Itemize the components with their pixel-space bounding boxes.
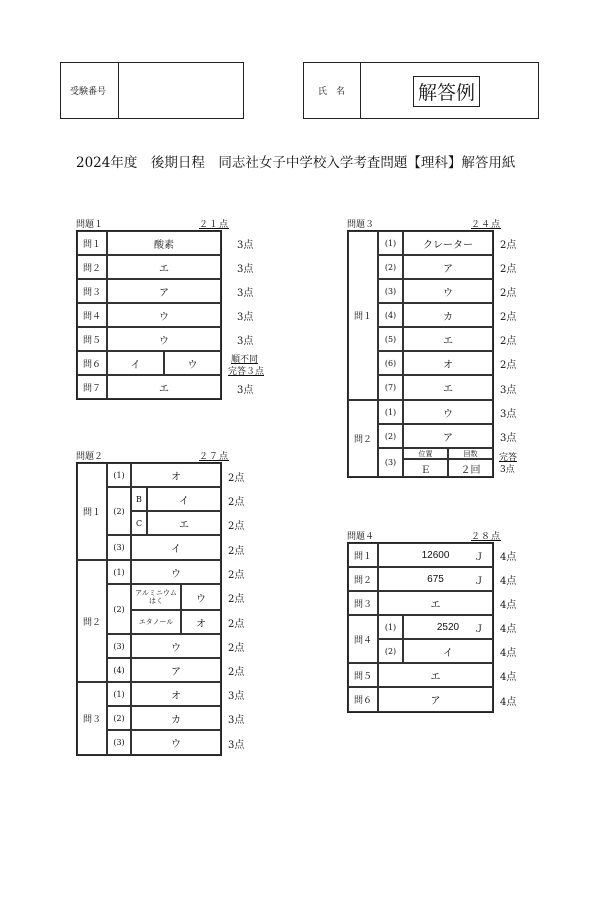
q1-row1-points: 3点 (237, 240, 254, 251)
q3-s2-r3-header2: 回数 (448, 448, 493, 459)
q1-row1-label: 問１ (77, 231, 107, 255)
q4-table (347, 542, 494, 713)
q2-s2-r2y-points: 2点 (228, 619, 245, 630)
q3-s1-r2-points: 2点 (500, 264, 517, 275)
q3-s2-r3-num: (3) (378, 448, 403, 477)
q4-r5-points: 4点 (500, 672, 517, 683)
q3-s2-r3-header1: 位置 (403, 448, 448, 459)
q4-r3-answer: エ (378, 591, 493, 615)
q3-s2-r1-num: (1) (378, 400, 403, 424)
q2-s3-r2-points: 3点 (228, 715, 245, 726)
q2-s3-r3-answer: ウ (131, 730, 221, 755)
q1-row2-answer: エ (107, 255, 221, 279)
q1-row7-label: 問７ (77, 375, 107, 399)
q3-s1-r7-points: 3点 (500, 385, 517, 396)
q2-s1-r3-answer: イ (131, 535, 221, 560)
q4-r6-answer: ア (378, 687, 493, 712)
q2-s2-r4-points: 2点 (228, 667, 245, 678)
q3-s1-r7-num: (7) (378, 375, 403, 400)
q2-label: 問題２ (76, 452, 104, 462)
q4-r2-unit: Ｊ (474, 575, 484, 587)
q3-s1-r2-num: (2) (378, 255, 403, 279)
q2-s3-r3-num: (3) (107, 730, 131, 755)
q4-r2-answer-cell (378, 567, 493, 591)
q3-s1-r7-answer: エ (403, 375, 493, 400)
q1-row7-points: 3点 (237, 385, 254, 396)
q2-s1-r2-c: C (131, 511, 147, 535)
q1-row1-answer: 酸素 (107, 231, 221, 255)
q2-s3-label: 問３ (77, 682, 107, 755)
q3-s1-r6-answer: オ (403, 351, 493, 375)
q3-s1-r3-points: 2点 (500, 288, 517, 299)
q2-s1-r2-b: B (131, 487, 147, 511)
q2-s2-r1-num: (1) (107, 560, 131, 584)
q2-s2-label: 問２ (77, 560, 107, 682)
q3-s1-r2-answer: ア (403, 255, 493, 279)
q4-r4-label: 問４ (348, 615, 378, 663)
q2-s3-r3-points: 3点 (228, 740, 245, 751)
q3-s2-r2-answer: ア (403, 424, 493, 448)
q4-r2-answer: 675 (427, 573, 444, 585)
q4-r6-label: 問６ (348, 687, 378, 712)
q3-s2-r2-num: (2) (378, 424, 403, 448)
q2-s2-r2-x-answer: ウ (181, 584, 221, 610)
q4-r3-label: 問３ (348, 591, 378, 615)
q2-s1-r1-answer: オ (131, 463, 221, 487)
q3-s1-r6-points: 2点 (500, 360, 517, 371)
q2-s1-r2-num: (2) (107, 487, 131, 535)
page-title: 2024年度 後期日程 同志社女子中学校入学考査問題【理科】解答用紙 (76, 155, 516, 171)
answer-example-stamp: 解答例 (413, 76, 480, 107)
q2-table (76, 462, 222, 756)
q3-s1-r3-answer: ウ (403, 279, 493, 303)
q3-s1-r4-points: 2点 (500, 312, 517, 323)
q4-r4-1-unit: Ｊ (474, 623, 484, 635)
q2-s3-r1-points: 3点 (228, 691, 245, 702)
q4-r4-2-answer: イ (403, 639, 493, 663)
q3-s1-r1-points: 2点 (500, 240, 517, 251)
q2-s1-r2-c-answer: エ (147, 511, 221, 535)
q3-s1-r1-num: (1) (378, 231, 403, 255)
q3-s2-label: 問２ (348, 400, 378, 477)
q4-r3-points: 4点 (500, 600, 517, 611)
name-label: 氏 名 (318, 87, 346, 97)
q3-s1-r6-num: (6) (378, 351, 403, 375)
q1-row5-answer: ウ (107, 327, 221, 351)
q1-row5-points: 3点 (237, 336, 254, 347)
q2-s2-r3-points: 2点 (228, 643, 245, 654)
q2-s2-r2-num: (2) (107, 584, 131, 634)
q2-s2-r4-num: (4) (107, 658, 131, 682)
q4-r4-1-answer-cell (403, 615, 493, 639)
q3-s2-r1-points: 3点 (500, 409, 517, 420)
q2-s2-r4-answer: ア (131, 658, 221, 682)
q1-row6-points: 完答３点 (228, 367, 265, 377)
q1-row6-answer1: イ (107, 351, 164, 375)
q2-s2-r3-num: (3) (107, 634, 131, 658)
exam-number-divider (118, 62, 119, 119)
q3-total: ２４点 (471, 220, 502, 230)
q3-s1-r4-answer: カ (403, 303, 493, 327)
q4-r4-1-num: (1) (378, 615, 403, 639)
q4-r2-points: 4点 (500, 576, 517, 587)
q1-row3-answer: ア (107, 279, 221, 303)
q1-row2-points: 3点 (237, 264, 254, 275)
q4-r2-label: 問２ (348, 567, 378, 591)
q1-row6-label: 問６ (77, 351, 107, 375)
q3-s2-r2-points: 3点 (500, 433, 517, 444)
q1-table (76, 230, 222, 400)
q3-s2-r3-note: 完答 (499, 453, 518, 463)
q1-row5-label: 問５ (77, 327, 107, 351)
q1-row6-answer2: ウ (164, 351, 221, 375)
q3-table (347, 230, 494, 478)
q1-row4-points: 3点 (237, 312, 254, 323)
q3-s2-r1-answer: ウ (403, 400, 493, 424)
q3-s2-r3-answer2: ２回 (448, 459, 493, 477)
q2-s2-r1-answer: ウ (131, 560, 221, 584)
q2-s3-r2-answer: カ (131, 706, 221, 730)
q3-label: 問題３ (347, 220, 375, 230)
q2-s2-r2-y-label: エタノール (131, 610, 181, 634)
q3-s1-r5-num: (5) (378, 327, 403, 351)
q1-total: ２１点 (199, 220, 230, 230)
q2-s2-r2-x-line2: はく (149, 597, 163, 605)
q1-row4-label: 問４ (77, 303, 107, 327)
q3-s2-r3-answer1: Ｅ (403, 459, 448, 477)
q2-s1-r3-num: (3) (107, 535, 131, 560)
q2-s3-r1-answer: オ (131, 682, 221, 706)
q2-s1-r2-b-answer: イ (147, 487, 221, 511)
q2-s2-r2-y-answer: オ (181, 610, 221, 634)
q4-r1-answer-cell (378, 543, 493, 567)
q2-s2-r1-points: 2点 (228, 570, 245, 581)
q3-s2-r3-points: 3点 (500, 465, 515, 475)
q4-r1-unit: Ｊ (474, 551, 484, 563)
q1-row7-answer: エ (107, 375, 221, 399)
q3-s1-r3-num: (3) (378, 279, 403, 303)
q2-s2-r3-answer: ウ (131, 634, 221, 658)
q2-s1-r1-points: 2点 (228, 473, 245, 484)
q4-label: 問題４ (347, 532, 375, 542)
q2-s1-r2c-points: 2点 (228, 521, 245, 532)
q2-s1-r1-num: (1) (107, 463, 131, 487)
q4-r5-answer: エ (378, 663, 493, 687)
exam-number-label: 受験番号 (70, 87, 107, 97)
q3-s1-r1-answer: クレーター (403, 231, 493, 255)
q2-s1-label: 問１ (77, 463, 107, 560)
q3-s1-r5-points: 2点 (500, 336, 517, 347)
q4-r4-1-answer: 2520 (436, 621, 460, 633)
q2-s3-r2-num: (2) (107, 706, 131, 730)
name-divider (360, 62, 361, 119)
q3-s1-r5-answer: エ (403, 327, 493, 351)
q1-row3-label: 問３ (77, 279, 107, 303)
q2-s3-r1-num: (1) (107, 682, 131, 706)
q4-r4-2-num: (2) (378, 639, 403, 663)
q4-r1-points: 4点 (500, 552, 517, 563)
q4-r1-answer: 12600 (421, 549, 450, 561)
q1-row4-answer: ウ (107, 303, 221, 327)
q1-label: 問題１ (76, 220, 104, 230)
q4-r4-1-points: 4点 (500, 624, 517, 635)
q3-s1-label: 問１ (348, 231, 378, 400)
q1-row3-points: 3点 (237, 288, 254, 299)
q2-total: ２７点 (199, 452, 230, 462)
q2-s1-r2b-points: 2点 (228, 497, 245, 508)
q1-row2-label: 問２ (77, 255, 107, 279)
q2-s2-r2x-points: 2点 (228, 594, 245, 605)
q2-s1-r3-points: 2点 (228, 546, 245, 557)
q2-s2-r2-x-label (131, 584, 181, 610)
q4-r6-points: 4点 (500, 697, 517, 708)
q4-r5-label: 問５ (348, 663, 378, 687)
q1-row6-note: 順不同 (231, 355, 259, 365)
q4-r4-2-points: 4点 (500, 648, 517, 659)
q4-total: ２８点 (471, 532, 502, 542)
q2-s2-r2-x-line1: アルミニウム (135, 589, 177, 597)
q4-r1-label: 問１ (348, 543, 378, 567)
q3-s1-r4-num: (4) (378, 303, 403, 327)
